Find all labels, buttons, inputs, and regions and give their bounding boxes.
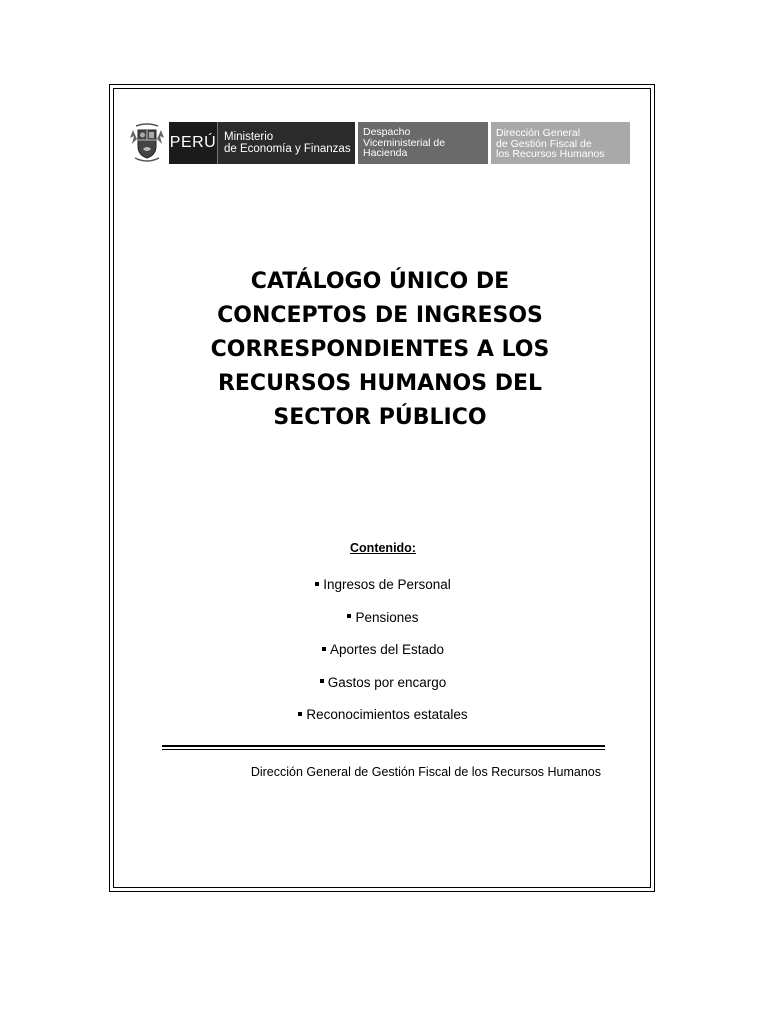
square-bullet-icon (347, 614, 351, 618)
square-bullet-icon (298, 712, 302, 716)
contents-item-label: Aportes del Estado (329, 642, 445, 657)
direccion-line: los Recursos Humanos (496, 148, 605, 160)
contents-item (150, 640, 616, 673)
document-title (150, 265, 610, 435)
title-line: RECURSOS HUMANOS DEL (217, 371, 543, 396)
ministry-logo-label (217, 122, 355, 164)
title-line: CORRESPONDIENTES A LOS (210, 337, 550, 362)
coat-of-arms-icon (128, 122, 166, 164)
contents-item-label: Ingresos de Personal (323, 577, 451, 592)
direccion-line: de Gestión Fiscal de (496, 137, 592, 150)
contents-item (150, 673, 616, 706)
peru-logo-label: PERÚ (169, 122, 217, 164)
contents-heading: Contenido: (350, 541, 416, 555)
square-bullet-icon (315, 582, 319, 586)
square-bullet-icon (320, 679, 324, 683)
contents-item-label: Pensiones (355, 609, 419, 625)
title-line: CONCEPTOS DE INGRESOS (217, 303, 543, 328)
despacho-line: Hacienda (363, 147, 408, 159)
ministry-line: de Economía y Finanzas (224, 143, 351, 155)
despacho-logo-label (358, 122, 488, 164)
despacho-line: Viceministerial de (363, 136, 446, 149)
despacho-line: Despacho (363, 126, 411, 138)
square-bullet-icon (322, 647, 326, 651)
contents-item (150, 705, 616, 738)
divider-line-thin (162, 749, 605, 750)
ministry-line: Ministerio (224, 131, 274, 143)
contents-item-label: Gastos por encargo (327, 674, 447, 690)
title-line: SECTOR PÚBLICO (273, 405, 487, 430)
direccion-logo-label (491, 122, 630, 164)
contents-item (150, 608, 616, 641)
contents-list (150, 575, 616, 738)
title-line: CATÁLOGO ÚNICO DE (250, 269, 510, 294)
header-logo-band (128, 122, 634, 164)
direccion-line: Dirección General (496, 127, 581, 139)
contents-item-label: Reconocimientos estatales (306, 707, 468, 722)
divider-line (162, 745, 605, 747)
footer-organization: Dirección General de Gestión Fiscal de los Recursos Humanos (250, 765, 601, 779)
contents-section (150, 541, 616, 738)
contents-item (150, 575, 616, 608)
